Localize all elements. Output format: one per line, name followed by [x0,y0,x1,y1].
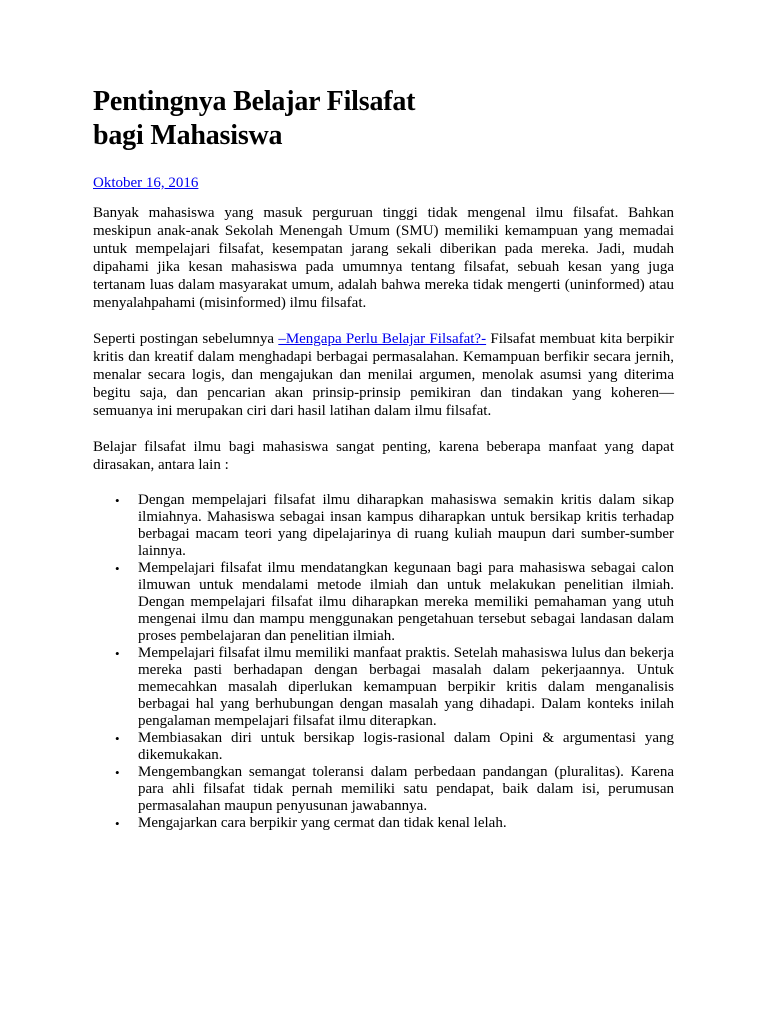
benefits-list [93,492,674,832]
bullet-icon: • [115,731,120,746]
bullet-icon: • [115,561,120,576]
list-item-text: Mempelajari filsafat ilmu mendatangkan kegunaan bagi para mahasiswa sebagai calon ilmuwan untuk mendalami metode ilmiah dan untuk melakukan penelitian ilmiah. Dengan mempelajari filsafat ilmu diharapkan mereka memiliki pemahaman yang utuh mengenai ilmu dan mampu menggunakan pengetahuan tersebut sebagai landasan dalam proses pembelajaran dan penelitian ilmiah. [138,560,674,644]
previous-post-link[interactable]: –Mengapa Perlu Belajar Filsafat?- [278,331,487,347]
list-item [93,560,674,645]
benefits-intro-paragraph: Belajar filsafat ilmu bagi mahasiswa sangat penting, karena beberapa manfaat yang dapat dirasakan, antara lain : [93,439,674,473]
list-item-text: Mempelajari filsafat ilmu memiliki manfaat praktis. Setelah mahasiswa lulus dan bekerja mereka pasti berhadapan dengan berbagai masalah dalam pekerjaannya. Untuk memecahkan masalah diperlukan kemampuan berpikir kritis dalam menganalisis berbagai hal yang berhubungan dengan masalah yang dihadapi. Dalam konteks inilah pengalaman mempelajari filsafat ilmu diterapkan. [138,645,674,729]
intro-paragraph: Banyak mahasiswa yang masuk perguruan tinggi tidak mengenal ilmu filsafat. Bahkan meskipun anak-anak Sekolah Menengah Umum (SMU) memiliki kemampuan yang memadai untuk mempelajari filsafat, kesempatan jarang sekali diberikan pada mereka. Jadi, mudah dipahami jika kesan mahasiswa pada umumnya tentang filsafat, sebuah kesan yang juga tertanam luas dalam masyarakat umum, adalah bahwa mereka tidak mengerti (uninformed) atau menyalahpahami (misinformed) ilmu filsafat. [93,205,674,311]
paragraph-text-before-link: Seperti postingan sebelumnya [93,331,279,347]
article [93,85,674,832]
bullet-icon: • [115,493,120,508]
list-item-text: Mengembangkan semangat toleransi dalam perbedaan pandangan (pluralitas). Karena para ahli filsafat tidak pernah memiliki satu pendapat, baik dalam isi, perumusan permasalahan maupun penyusunan jawabannya. [138,764,674,814]
list-item [93,815,674,832]
bullet-icon: • [115,646,120,661]
post-date-link[interactable]: Oktober 16, 2016 [93,175,199,191]
post-date [93,174,674,192]
previous-post-paragraph [93,330,674,420]
list-item [93,645,674,730]
list-item [93,492,674,560]
page-title-line-1: Pentingnya Belajar Filsafat [93,86,416,117]
list-item-text: Membiasakan diri untuk bersikap logis-rasional dalam Opini & argumentasi yang dikemukakan. [138,730,674,763]
page-title-line-2: bagi Mahasiswa [93,120,283,151]
list-item [93,730,674,764]
list-item-text: Dengan mempelajari filsafat ilmu diharapkan mahasiswa semakin kritis dalam sikap ilmiahnya. Mahasiswa sebagai insan kampus diharapkan untuk bersikap kritis terhadap berbagai macam teori yang dipelajarinya di ruang kuliah maupun dari sumber-sumber lainnya. [138,492,674,559]
bullet-icon: • [115,816,120,831]
page-title [93,85,674,153]
list-item [93,764,674,815]
bullet-icon: • [115,765,120,780]
paragraph-text-after-link: Filsafat membuat kita berpikir kritis dan kreatif dalam menghadapi berbagai permasalahan. Kemampuan berfikir secara jernih, menalar secara logis, dan mengajukan dan menilai argumen, menolak asumsi yang diterima begitu saja, dan pencarian akan prinsip-prinsip pemikiran dan tindakan yang koheren—semuanya ini merupakan ciri dari hasil latihan dalam ilmu filsafat. [93,331,674,419]
list-item-text: Mengajarkan cara berpikir yang cermat dan tidak kenal lelah. [138,815,507,831]
